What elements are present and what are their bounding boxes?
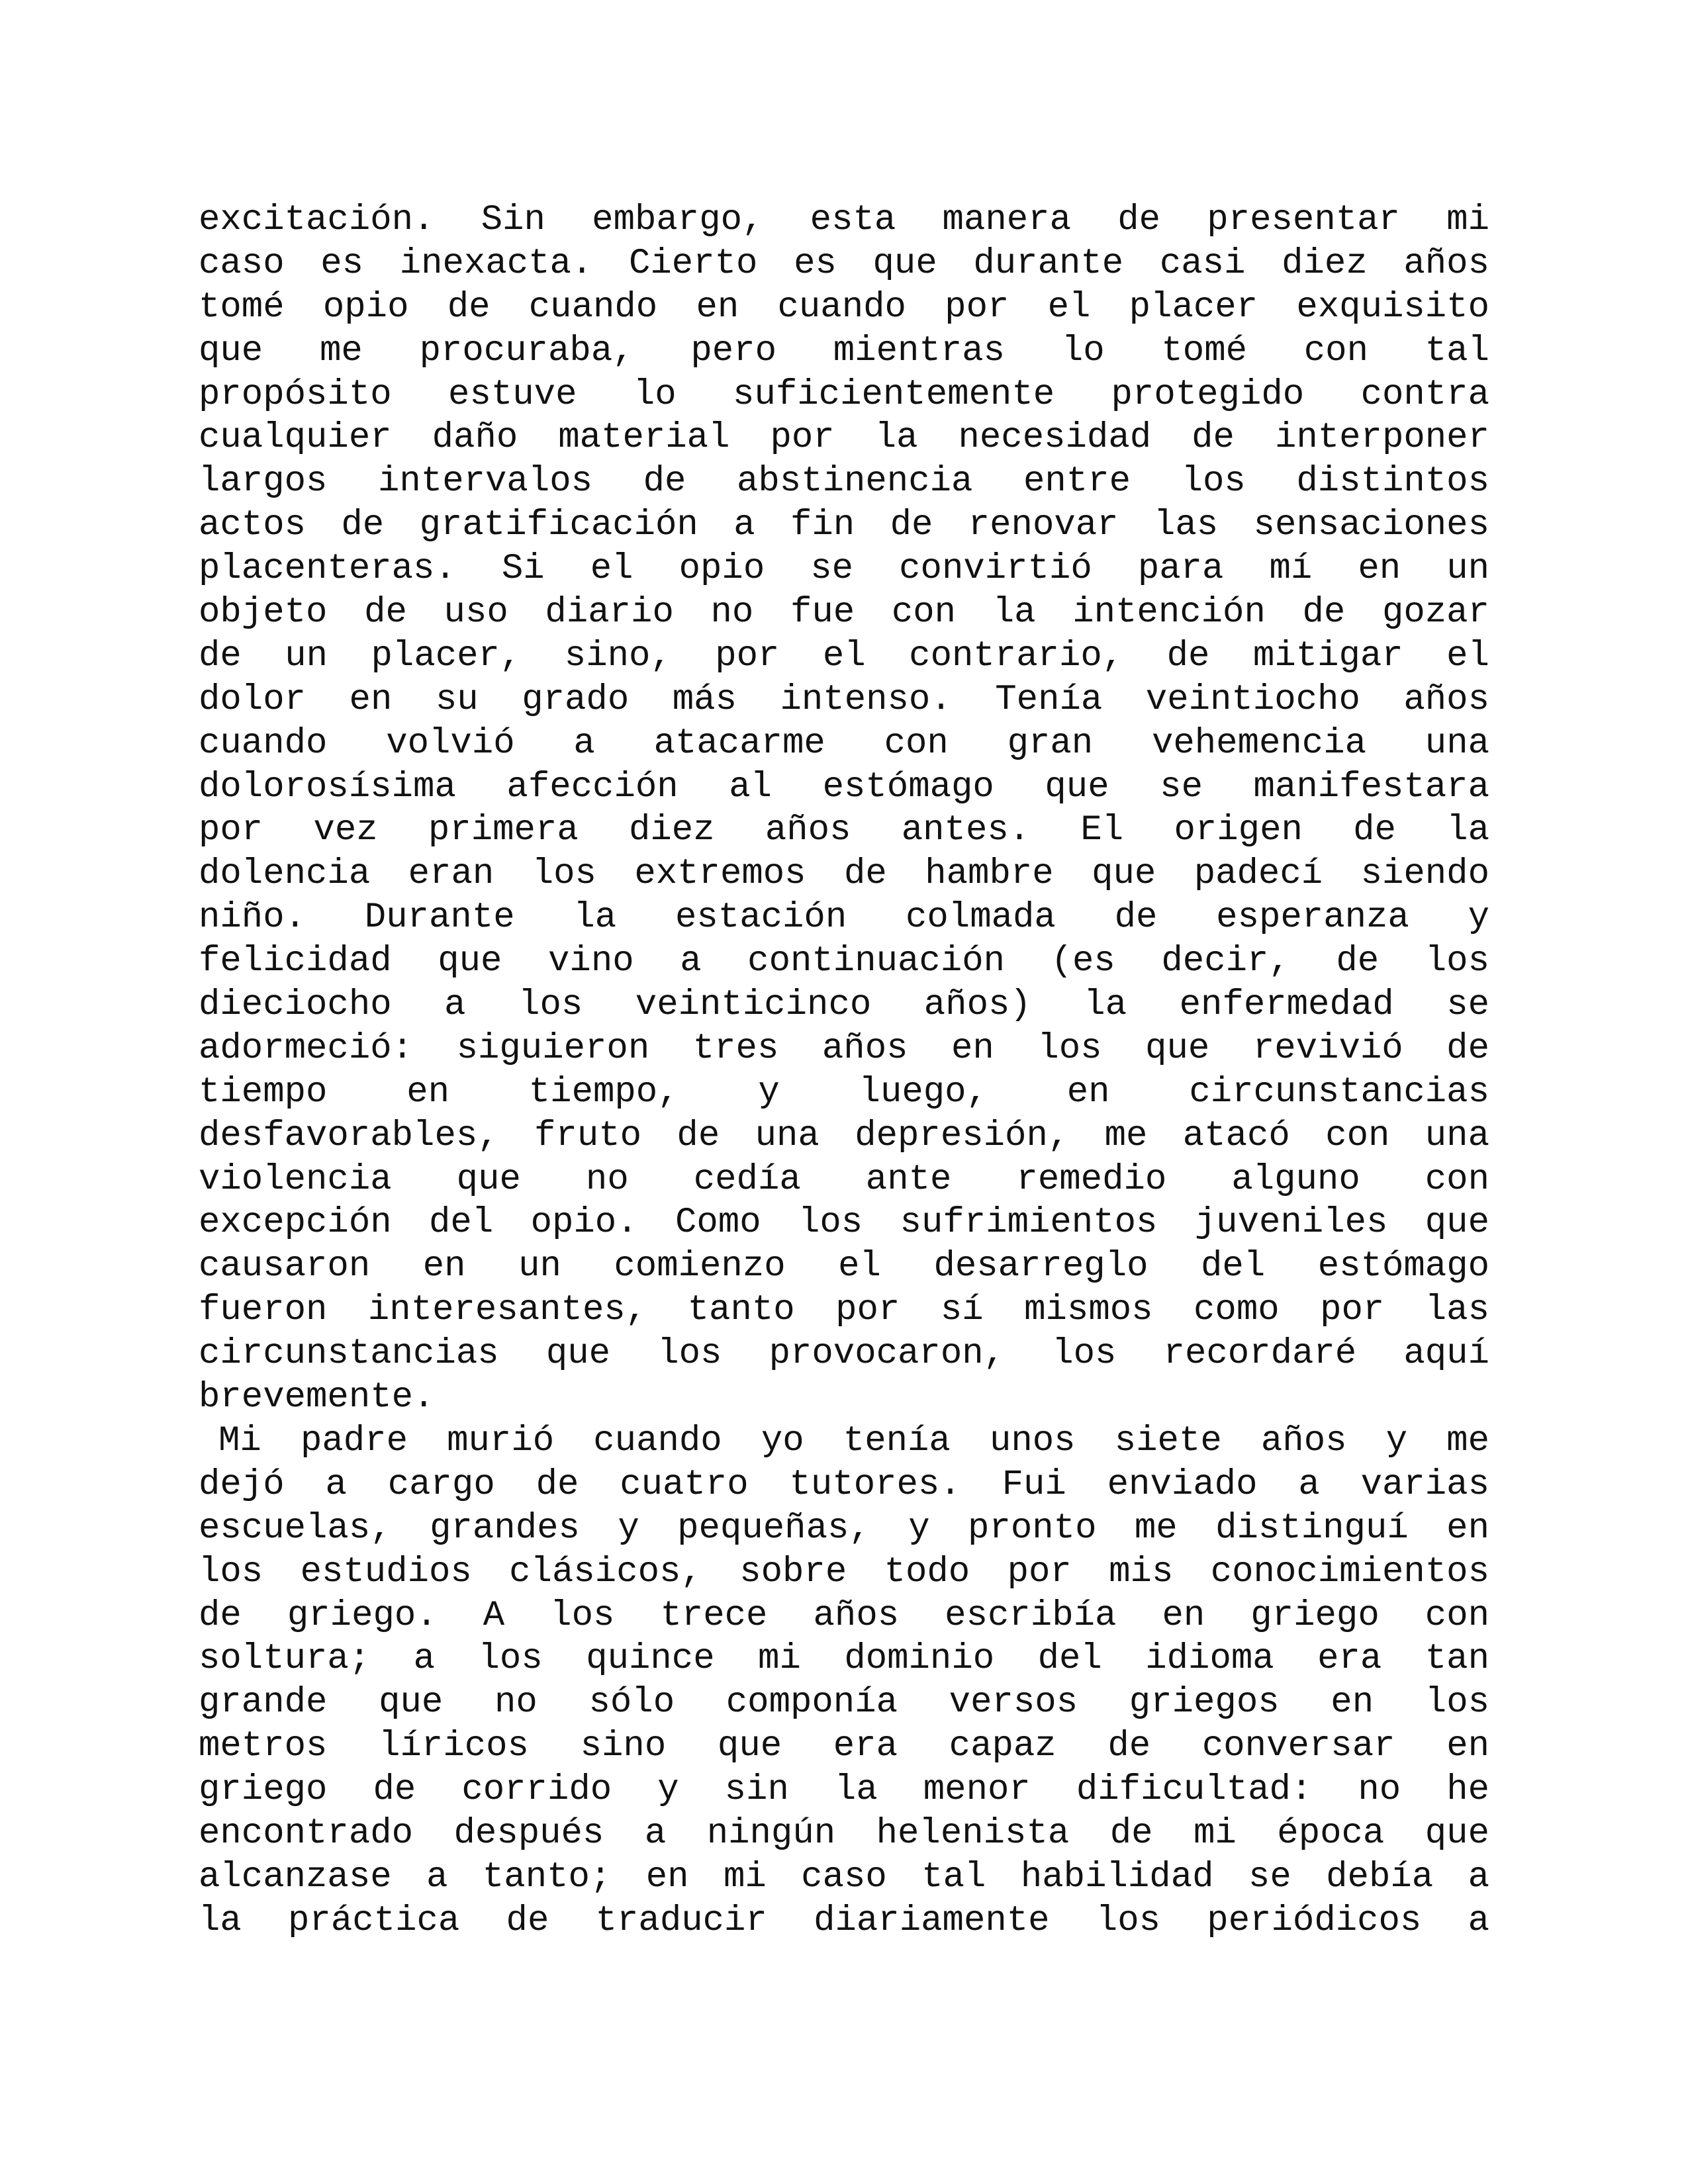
text-line: alcanzase a tanto; en mi caso tal habilidad se debía a [199,1856,1489,1897]
text-line: brevemente. [199,1377,435,1418]
text-line: metros líricos sino que era capaz de conversar en [199,1726,1489,1767]
text-line: griego de corrido y sin la menor dificultad: no he [199,1770,1489,1811]
text-line: que me procuraba, pero mientras lo tomé con tal [199,330,1489,371]
text-line: por vez primera diez años antes. El origen de la [199,810,1489,851]
text-line: dolencia eran los extremos de hambre que padecí siendo [199,854,1489,895]
text-line: cualquier daño material por la necesidad de interponer [199,418,1489,459]
text-line: encontrado después a ningún helenista de mi época que [199,1813,1489,1854]
text-line: fueron interesantes, tanto por sí mismos como por las [199,1290,1489,1331]
text-line: circunstancias que los provocaron, los recordaré aquí [199,1334,1489,1375]
text-line: los estudios clásicos, sobre todo por mis conocimientos [199,1551,1489,1592]
paragraph-start-line: Mi padre murió cuando yo tenía unos siete años y me [218,1420,1489,1461]
text-line: tomé opio de cuando en cuando por el placer exquisito [199,287,1489,328]
text-line: dolor en su grado más intenso. Tenía veintiocho años [199,679,1489,720]
text-line: de griego. A los trece años escribía en griego con [199,1595,1489,1636]
text-line: desfavorables, fruto de una depresión, me atacó con una [199,1115,1489,1156]
text-line: dolorosísima afección al estómago que se manifestara [199,766,1489,807]
text-line: de un placer, sino, por el contrario, de mitigar el [199,635,1489,676]
text-line: excepción del opio. Como los sufrimientos juveniles que [199,1203,1489,1244]
text-line: niño. Durante la estación colmada de esperanza y [199,897,1489,938]
text-line: propósito estuve lo suficientemente protegido contra [199,374,1489,415]
text-line: caso es inexacta. Cierto es que durante casi diez años [199,243,1489,284]
text-line: actos de gratificación a fin de renovar las sensaciones [199,505,1489,546]
text-line: objeto de uso diario no fue con la intención de gozar [199,592,1489,633]
text-line: soltura; a los quince mi dominio del idioma era tan [199,1639,1489,1680]
text-line: felicidad que vino a continuación (es decir, de los [199,941,1489,982]
text-line: dieciocho a los veinticinco años) la enfermedad se [199,985,1489,1026]
text-line: dejó a cargo de cuatro tutores. Fui enviado a varias [199,1464,1489,1505]
text-line: largos intervalos de abstinencia entre los distintos [199,461,1489,502]
text-line: violencia que no cedía ante remedio alguno con [199,1159,1489,1200]
text-line: causaron en un comienzo el desarreglo del estómago [199,1246,1489,1287]
text-line: grande que no sólo componía versos griegos en los [199,1682,1489,1723]
text-line: cuando volvió a atacarme con gran vehemencia una [199,723,1489,764]
text-line: tiempo en tiempo, y luego, en circunstancias [199,1071,1489,1113]
text-line: escuelas, grandes y pequeñas, y pronto me distinguí en [199,1508,1489,1549]
body-text [199,199,1489,1943]
text-line: la práctica de traducir diariamente los periódicos a [199,1900,1489,1941]
text-line: adormeció: siguieron tres años en los que revivió de [199,1028,1489,1069]
text-line: placenteras. Si el opio se convirtió para mí en un [199,549,1489,590]
text-line: excitación. Sin embargo, esta manera de presentar mi [199,200,1489,240]
